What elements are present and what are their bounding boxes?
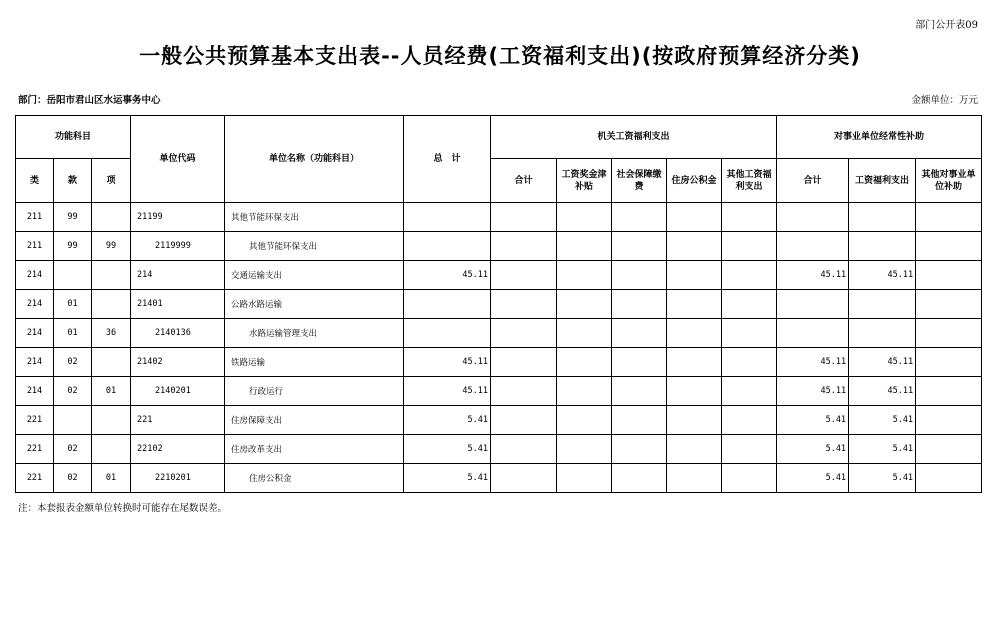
agency-housing-cell (667, 290, 722, 319)
kuan-cell: 99 (54, 203, 92, 232)
xiang-cell: 36 (92, 319, 131, 348)
agency-other-cell (722, 319, 777, 348)
header-a-housing: 住房公积金 (667, 159, 722, 203)
subsidy-wage-cell: 45.11 (849, 377, 916, 406)
xiang-cell (92, 435, 131, 464)
table-row (16, 232, 982, 261)
header-total: 总 计 (404, 116, 491, 203)
subsidy-total-cell (777, 290, 849, 319)
agency-social-cell (612, 261, 667, 290)
header-xiang: 项 (92, 159, 131, 203)
header-kuan: 款 (54, 159, 92, 203)
xiang-cell (92, 203, 131, 232)
table-row (16, 319, 982, 348)
kuan-cell: 02 (54, 377, 92, 406)
subsidy-total-cell (777, 319, 849, 348)
header-agency-group: 机关工资福利支出 (491, 116, 777, 159)
unit-code-cell: 22102 (131, 435, 225, 464)
table-row (16, 406, 982, 435)
subsidy-other-cell (916, 319, 982, 348)
department-label: 部门：岳阳市君山区水运事务中心 (18, 95, 161, 106)
agency-other-cell (722, 464, 777, 493)
agency-total-cell (491, 261, 557, 290)
total-cell: 5.41 (404, 464, 491, 493)
lei-cell: 214 (16, 348, 54, 377)
header-s-wage: 工资福利支出 (849, 159, 916, 203)
unit-code-cell: 2119999 (131, 232, 225, 261)
lei-cell: 221 (16, 464, 54, 493)
subsidy-total-cell: 5.41 (777, 435, 849, 464)
subsidy-other-cell (916, 348, 982, 377)
subsidy-wage-cell: 45.11 (849, 348, 916, 377)
header-unit-code: 单位代码 (131, 116, 225, 203)
agency-housing-cell (667, 377, 722, 406)
lei-cell: 214 (16, 261, 54, 290)
xiang-cell: 01 (92, 464, 131, 493)
unit-name-cell: 水路运输管理支出 (225, 319, 404, 348)
agency-other-cell (722, 435, 777, 464)
header-lei: 类 (16, 159, 54, 203)
agency-other-cell (722, 203, 777, 232)
subsidy-wage-cell: 5.41 (849, 435, 916, 464)
kuan-cell: 99 (54, 232, 92, 261)
unit-code-cell: 2140136 (131, 319, 225, 348)
unit-name-cell: 其他节能环保支出 (225, 232, 404, 261)
kuan-cell: 02 (54, 348, 92, 377)
header-unit-name: 单位名称（功能科目） (225, 116, 404, 203)
lei-cell: 214 (16, 319, 54, 348)
header-s-total: 合计 (777, 159, 849, 203)
total-cell (404, 290, 491, 319)
subsidy-wage-cell (849, 290, 916, 319)
agency-social-cell (612, 406, 667, 435)
agency-total-cell (491, 203, 557, 232)
agency-bonus-cell (557, 261, 612, 290)
unit-name-cell: 铁路运输 (225, 348, 404, 377)
unit-name-cell: 住房公积金 (225, 464, 404, 493)
subsidy-wage-cell: 45.11 (849, 261, 916, 290)
agency-total-cell (491, 232, 557, 261)
agency-other-cell (722, 261, 777, 290)
subsidy-wage-cell (849, 203, 916, 232)
lei-cell: 211 (16, 203, 54, 232)
agency-bonus-cell (557, 203, 612, 232)
subsidy-wage-cell: 5.41 (849, 464, 916, 493)
xiang-cell: 99 (92, 232, 131, 261)
agency-housing-cell (667, 261, 722, 290)
total-cell (404, 203, 491, 232)
total-cell (404, 319, 491, 348)
unit-name-cell: 住房保障支出 (225, 406, 404, 435)
subsidy-other-cell (916, 377, 982, 406)
xiang-cell (92, 261, 131, 290)
kuan-cell (54, 406, 92, 435)
kuan-cell: 02 (54, 464, 92, 493)
table-row (16, 348, 982, 377)
subsidy-other-cell (916, 232, 982, 261)
total-cell: 45.11 (404, 377, 491, 406)
agency-social-cell (612, 290, 667, 319)
agency-social-cell (612, 348, 667, 377)
lei-cell: 214 (16, 377, 54, 406)
subsidy-total-cell: 5.41 (777, 464, 849, 493)
agency-housing-cell (667, 464, 722, 493)
agency-housing-cell (667, 203, 722, 232)
subsidy-total-cell (777, 232, 849, 261)
agency-social-cell (612, 232, 667, 261)
table-row (16, 377, 982, 406)
agency-social-cell (612, 203, 667, 232)
lei-cell: 221 (16, 406, 54, 435)
unit-code-cell: 214 (131, 261, 225, 290)
table-row (16, 464, 982, 493)
header-func-subject: 功能科目 (16, 116, 131, 159)
subsidy-other-cell (916, 435, 982, 464)
subsidy-other-cell (916, 290, 982, 319)
table-row (16, 435, 982, 464)
header-a-social: 社会保障缴费 (612, 159, 667, 203)
subsidy-total-cell (777, 203, 849, 232)
agency-total-cell (491, 377, 557, 406)
agency-bonus-cell (557, 348, 612, 377)
subsidy-other-cell (916, 406, 982, 435)
budget-table (15, 115, 982, 493)
total-cell: 5.41 (404, 406, 491, 435)
unit-code-cell: 21199 (131, 203, 225, 232)
footnote: 注：本套报表金额单位转换时可能存在尾数误差。 (18, 503, 228, 514)
header-a-other: 其他工资福利支出 (722, 159, 777, 203)
agency-bonus-cell (557, 435, 612, 464)
unit-code-cell: 2140201 (131, 377, 225, 406)
total-cell: 45.11 (404, 348, 491, 377)
xiang-cell (92, 348, 131, 377)
kuan-cell: 01 (54, 290, 92, 319)
kuan-cell: 02 (54, 435, 92, 464)
agency-other-cell (722, 290, 777, 319)
subsidy-wage-cell (849, 319, 916, 348)
unit-code-cell: 221 (131, 406, 225, 435)
header-a-total: 合计 (491, 159, 557, 203)
table-row (16, 261, 982, 290)
subsidy-other-cell (916, 203, 982, 232)
agency-bonus-cell (557, 377, 612, 406)
table-row (16, 203, 982, 232)
kuan-cell (54, 261, 92, 290)
agency-housing-cell (667, 406, 722, 435)
subsidy-wage-cell (849, 232, 916, 261)
agency-total-cell (491, 348, 557, 377)
unit-name-cell: 其他节能环保支出 (225, 203, 404, 232)
unit-name-cell: 行政运行 (225, 377, 404, 406)
xiang-cell (92, 406, 131, 435)
page-title: 一般公共预算基本支出表--人员经费(工资福利支出)(按政府预算经济分类) (139, 44, 861, 68)
agency-other-cell (722, 406, 777, 435)
unit-name-cell: 交通运输支出 (225, 261, 404, 290)
agency-total-cell (491, 464, 557, 493)
agency-housing-cell (667, 435, 722, 464)
lei-cell: 221 (16, 435, 54, 464)
unit-code-cell: 2210201 (131, 464, 225, 493)
kuan-cell: 01 (54, 319, 92, 348)
unit-code-cell: 21401 (131, 290, 225, 319)
subsidy-other-cell (916, 464, 982, 493)
unit-label: 金额单位：万元 (911, 95, 978, 106)
subsidy-other-cell (916, 261, 982, 290)
agency-bonus-cell (557, 290, 612, 319)
unit-name-cell: 公路水路运输 (225, 290, 404, 319)
subsidy-wage-cell: 5.41 (849, 406, 916, 435)
page-tag: 部门公开表09 (915, 20, 978, 31)
table-body (16, 203, 982, 493)
agency-other-cell (722, 348, 777, 377)
agency-social-cell (612, 464, 667, 493)
header-a-bonus: 工资奖金津补贴 (557, 159, 612, 203)
header-subsidy-group: 对事业单位经常性补助 (777, 116, 982, 159)
subsidy-total-cell: 45.11 (777, 348, 849, 377)
agency-total-cell (491, 406, 557, 435)
header-s-other: 其他对事业单位补助 (916, 159, 982, 203)
unit-name-cell: 住房改革支出 (225, 435, 404, 464)
agency-social-cell (612, 377, 667, 406)
agency-housing-cell (667, 319, 722, 348)
agency-other-cell (722, 232, 777, 261)
agency-total-cell (491, 435, 557, 464)
subsidy-total-cell: 5.41 (777, 406, 849, 435)
subsidy-total-cell: 45.11 (777, 261, 849, 290)
agency-social-cell (612, 319, 667, 348)
total-cell: 45.11 (404, 261, 491, 290)
unit-code-cell: 21402 (131, 348, 225, 377)
lei-cell: 211 (16, 232, 54, 261)
total-cell: 5.41 (404, 435, 491, 464)
agency-housing-cell (667, 232, 722, 261)
agency-housing-cell (667, 348, 722, 377)
lei-cell: 214 (16, 290, 54, 319)
total-cell (404, 232, 491, 261)
xiang-cell (92, 290, 131, 319)
agency-bonus-cell (557, 406, 612, 435)
xiang-cell: 01 (92, 377, 131, 406)
subsidy-total-cell: 45.11 (777, 377, 849, 406)
agency-bonus-cell (557, 464, 612, 493)
agency-total-cell (491, 319, 557, 348)
agency-social-cell (612, 435, 667, 464)
agency-bonus-cell (557, 232, 612, 261)
agency-other-cell (722, 377, 777, 406)
table-row (16, 290, 982, 319)
agency-total-cell (491, 290, 557, 319)
agency-bonus-cell (557, 319, 612, 348)
